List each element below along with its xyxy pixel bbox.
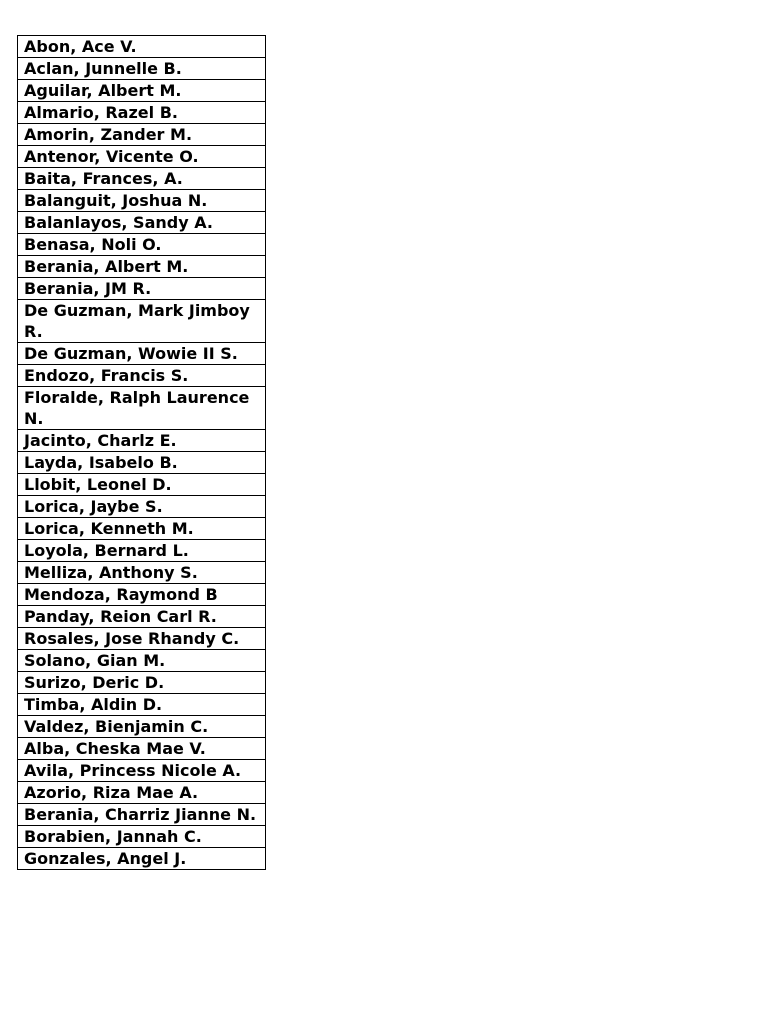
name-cell: Layda, Isabelo B.	[18, 452, 266, 474]
name-cell: De Guzman, Wowie II S.	[18, 343, 266, 365]
table-row	[18, 650, 266, 672]
table-row	[18, 300, 266, 343]
table-row	[18, 58, 266, 80]
table-row	[18, 606, 266, 628]
name-cell: Loyola, Bernard L.	[18, 540, 266, 562]
name-cell: Valdez, Bienjamin C.	[18, 716, 266, 738]
table-row	[18, 168, 266, 190]
table-row	[18, 474, 266, 496]
table-row	[18, 278, 266, 300]
table-row	[18, 540, 266, 562]
name-cell: Surizo, Deric D.	[18, 672, 266, 694]
name-cell: Melliza, Anthony S.	[18, 562, 266, 584]
table-row	[18, 782, 266, 804]
name-cell: Amorin, Zander M.	[18, 124, 266, 146]
table-row	[18, 562, 266, 584]
table-row	[18, 80, 266, 102]
table-row	[18, 343, 266, 365]
names-table	[17, 35, 266, 870]
name-cell: Almario, Razel B.	[18, 102, 266, 124]
name-cell: Timba, Aldin D.	[18, 694, 266, 716]
name-cell: Floralde, Ralph Laurence N.	[18, 387, 266, 430]
table-row	[18, 102, 266, 124]
name-cell: Llobit, Leonel D.	[18, 474, 266, 496]
table-row	[18, 760, 266, 782]
name-cell: Baita, Frances, A.	[18, 168, 266, 190]
table-row	[18, 518, 266, 540]
table-row	[18, 584, 266, 606]
name-cell: Aclan, Junnelle B.	[18, 58, 266, 80]
name-cell: Alba, Cheska Mae V.	[18, 738, 266, 760]
name-cell: De Guzman, Mark Jimboy R.	[18, 300, 266, 343]
name-cell: Solano, Gian M.	[18, 650, 266, 672]
name-cell: Avila, Princess Nicole A.	[18, 760, 266, 782]
table-row	[18, 496, 266, 518]
name-cell: Balanguit, Joshua N.	[18, 190, 266, 212]
table-row	[18, 452, 266, 474]
table-row	[18, 212, 266, 234]
table-row	[18, 826, 266, 848]
name-cell: Lorica, Kenneth M.	[18, 518, 266, 540]
table-row	[18, 430, 266, 452]
name-cell: Borabien, Jannah C.	[18, 826, 266, 848]
table-row	[18, 365, 266, 387]
name-cell: Azorio, Riza Mae A.	[18, 782, 266, 804]
name-cell: Jacinto, Charlz E.	[18, 430, 266, 452]
name-cell: Antenor, Vicente O.	[18, 146, 266, 168]
name-cell: Berania, Albert M.	[18, 256, 266, 278]
table-row	[18, 738, 266, 760]
name-cell: Berania, Charriz Jianne N.	[18, 804, 266, 826]
name-cell: Balanlayos, Sandy A.	[18, 212, 266, 234]
table-row	[18, 672, 266, 694]
names-table-body	[18, 36, 266, 870]
table-row	[18, 628, 266, 650]
name-cell: Rosales, Jose Rhandy C.	[18, 628, 266, 650]
table-row	[18, 190, 266, 212]
name-cell: Berania, JM R.	[18, 278, 266, 300]
table-row	[18, 234, 266, 256]
name-cell: Endozo, Francis S.	[18, 365, 266, 387]
name-cell: Lorica, Jaybe S.	[18, 496, 266, 518]
table-row	[18, 387, 266, 430]
name-cell: Mendoza, Raymond B	[18, 584, 266, 606]
table-row	[18, 694, 266, 716]
table-row	[18, 256, 266, 278]
table-row	[18, 146, 266, 168]
name-cell: Panday, Reion Carl R.	[18, 606, 266, 628]
table-row	[18, 36, 266, 58]
name-cell: Aguilar, Albert M.	[18, 80, 266, 102]
table-row	[18, 804, 266, 826]
table-row	[18, 716, 266, 738]
name-cell: Gonzales, Angel J.	[18, 848, 266, 870]
name-cell: Benasa, Noli O.	[18, 234, 266, 256]
name-cell: Abon, Ace V.	[18, 36, 266, 58]
table-row	[18, 848, 266, 870]
table-row	[18, 124, 266, 146]
